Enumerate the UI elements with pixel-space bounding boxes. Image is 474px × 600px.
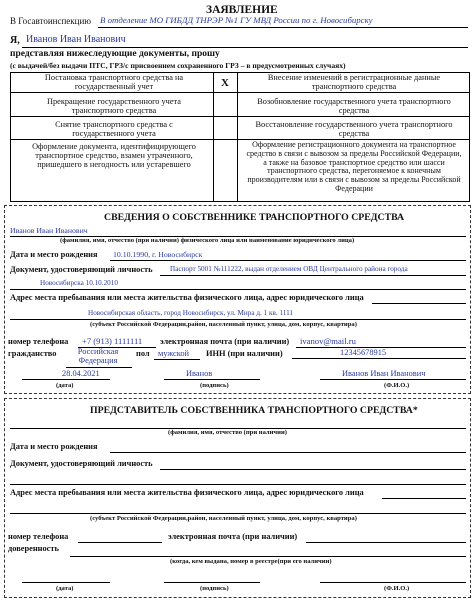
owner-sign-value: Иванов [186, 369, 213, 378]
owner-citizen-label: гражданство [8, 349, 57, 358]
owner-inn-value: 12345678915 [340, 348, 387, 357]
rep-phone-label: номер телефона [8, 532, 69, 541]
rep-id-underline [160, 469, 466, 470]
rep-name-hint: (фамилия, имя, отчество (при наличии) [168, 429, 287, 436]
action-resume[interactable]: Возобновление государственного учета транспортного средства [257, 97, 451, 116]
recipient-underline [98, 27, 468, 28]
owner-sex-underline [154, 359, 200, 360]
rep-id-underline-2 [10, 484, 466, 485]
rep-sign-hint: (подпись) [200, 585, 229, 592]
rep-power-hint: (когда, кем выдана, номер в реестре(при его наличии) [170, 558, 332, 565]
owner-fio-underline [320, 379, 466, 380]
owner-sign-hint: (подпись) [200, 382, 229, 389]
owner-sex-value: мужской [158, 349, 190, 358]
rep-date-hint: (дата) [56, 585, 74, 592]
owner-citizen-underline [66, 367, 132, 368]
action-replacement-document[interactable]: Оформление документа, идентифицирующего транспортное средство, взамен утраченного, пришедшего в негодность или устаревшего [32, 142, 196, 170]
docs-line: представляя нижеследующие документы, прошу [10, 49, 220, 59]
owner-sign-underline [164, 379, 260, 380]
owner-email-label: электронная почта (при наличии) [160, 337, 290, 346]
owner-phone-label: номер телефона [8, 337, 69, 346]
rep-phone-underline [78, 542, 162, 543]
owner-citizen-value: Российская Федерация [77, 347, 119, 365]
owner-id-label: Документ, удостоверяющий личность [10, 265, 153, 274]
rep-power-underline [70, 556, 466, 557]
action-export-document[interactable]: Оформление регистрационного документа на транспортное средство в связи с вывозом за пределы Российской Федерации, а также на базовое транспортное средство или шасси транспортного средства, перегоняемое к конечным производителям или в связи с вывозом за пределы Российской Федерации [246, 140, 462, 193]
rep-date-underline [22, 582, 110, 583]
owner-date-value: 28.04.2021 [62, 369, 100, 378]
owner-inn-label: ИНН (при наличии) [206, 349, 283, 358]
owner-name-value: Иванов Иван Иванович [10, 226, 88, 235]
recipient-label: В Госавтоинспекцию [10, 16, 91, 26]
owner-birth-label: Дата и место рождения [10, 250, 98, 259]
owner-date-hint: (дата) [56, 382, 74, 389]
owner-heading: СВЕДЕНИЯ О СОБСТВЕННИКЕ ТРАНСПОРТНОГО СРЕДСТВА [104, 212, 405, 223]
rep-fio-hint: (Ф.И.О.) [384, 585, 410, 592]
owner-address-value: Новосибирская область, город Новосибирск, ул. Мира д. 1 кв. 1111 [88, 309, 294, 317]
action-change-data[interactable]: Внесение изменений в регистрационные данные транспортного средства [267, 73, 441, 92]
action-termination[interactable]: Прекращение государственного учета транспортного средства [47, 97, 181, 116]
owner-id-underline-2 [10, 289, 466, 290]
rep-birth-underline [110, 452, 466, 453]
action-deregistration[interactable]: Снятие транспортного средства с государственного учета [55, 120, 173, 139]
owner-address-hint: (субъект Российской Федерации,район, населенный пункт, улица, дом, корпус, квартира) [90, 321, 357, 328]
recipient-value: В отделение МО ГИБДД ТНРЭР №1 ГУ МВД России по г. Новосибирску [100, 15, 373, 25]
owner-id-value-2: Новосибирска 10.10.2010 [40, 279, 118, 287]
document-title: ЗАЯВЛЕНИЕ [206, 4, 278, 16]
owner-sex-label: пол [136, 349, 150, 358]
owner-fio-value: Иванов Иван Иванович [342, 369, 426, 378]
owner-address-underline-2 [10, 319, 466, 320]
ptc-line: (с выдачей/без выдачи ПТС, ГРЗ/с присвоением сохраненного ГРЗ – в предусмотренных случаях) [10, 61, 346, 70]
rep-email-underline [306, 542, 466, 543]
rep-address-label: Адрес места пребывания или места жительства физического лица, адрес юридического лица [10, 488, 364, 497]
rep-address-underline [382, 498, 466, 499]
rep-fio-underline [320, 582, 466, 583]
owner-address-underline [372, 303, 466, 304]
rep-power-label: доверенность [8, 544, 59, 553]
action-registration[interactable]: Постановка транспортного средства на государственный учет [44, 73, 184, 92]
rep-address-underline-2 [10, 513, 466, 514]
owner-email-value: ivanov@mail.ru [300, 336, 356, 346]
owner-inn-underline [292, 358, 466, 359]
owner-birth-value: 10.10.1990, г. Новосибирск [113, 250, 203, 259]
actions-row-line [10, 116, 469, 117]
rep-sign-underline [164, 582, 260, 583]
owner-name-hint: (фамилия, имя, отчество (при наличии) физического лица или наименование юридического лица) [60, 237, 355, 244]
rep-email-label: электронная почта (при наличии) [168, 532, 298, 541]
ya-label: Я, [10, 35, 20, 46]
owner-id-value: Паспорт 5001 №111222, выдан отделением ОВД Центрального района города [170, 265, 408, 273]
owner-fio-hint: (Ф.И.О.) [384, 382, 410, 389]
owner-address-label: Адрес места пребывания или места жительства физического лица, адрес юридического лица [10, 293, 364, 302]
actions-row-line [10, 92, 469, 93]
rep-address-hint: (субъект Российской Федерации,район, населенный пункт, улица, дом, корпус, квартира) [90, 515, 357, 522]
rep-birth-label: Дата и место рождения [10, 442, 98, 451]
applicant-underline [22, 47, 468, 48]
action-check-mark[interactable]: X [221, 77, 229, 89]
applicant-name: Иванов Иван Иванович [26, 34, 126, 45]
action-restore[interactable]: Восстановление государственного учета транспортного средства [255, 120, 453, 139]
owner-birth-underline [110, 260, 466, 261]
rep-id-label: Документ, удостоверяющий личность [10, 459, 153, 468]
owner-date-underline [22, 379, 110, 380]
representative-heading: ПРЕДСТАВИТЕЛЬ СОБСТВЕННИКА ТРАНСПОРТНОГО СРЕДСТВА* [90, 405, 418, 416]
owner-phone-value: +7 (913) 1111111 [82, 336, 143, 346]
owner-id-underline [160, 275, 466, 276]
